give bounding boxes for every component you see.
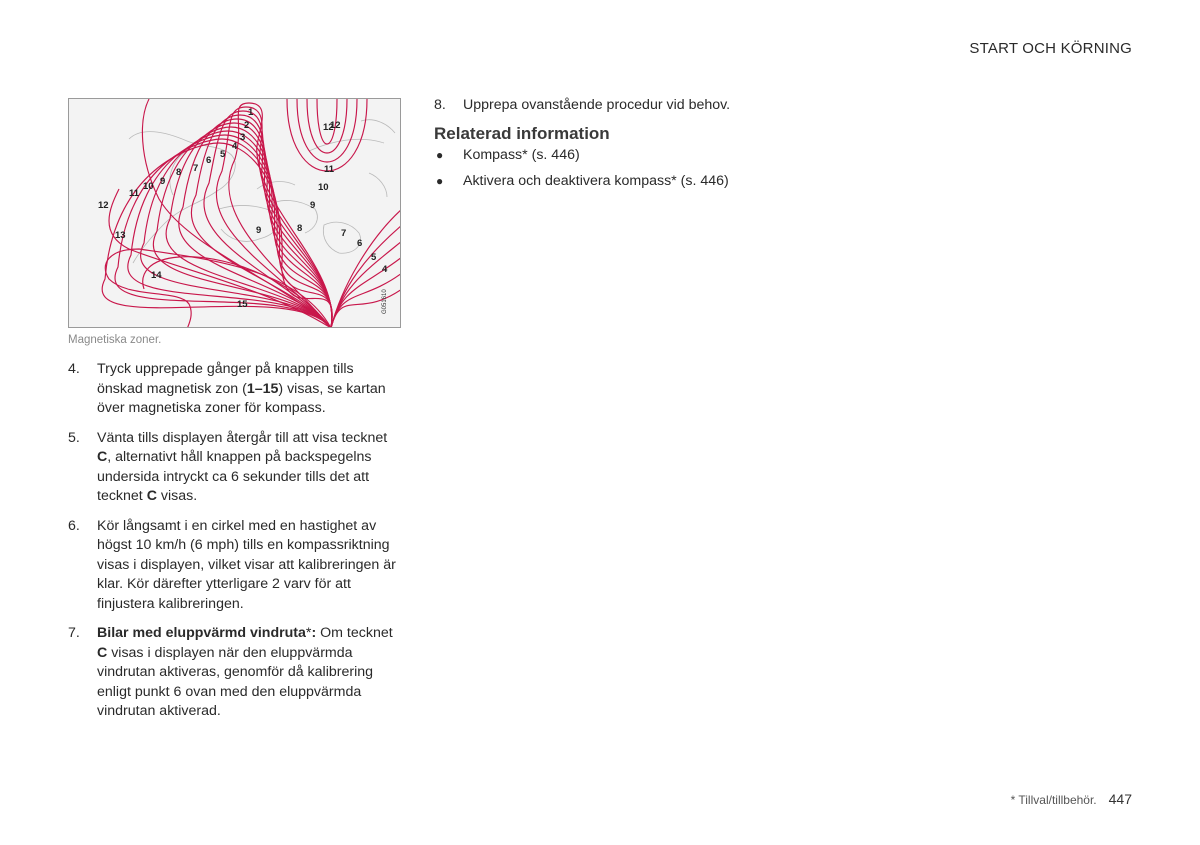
section-header: START OCH KÖRNING bbox=[969, 40, 1132, 57]
zone-line bbox=[331, 225, 401, 328]
bullet-icon: ● bbox=[436, 147, 444, 162]
zone-label: 9 bbox=[160, 176, 166, 187]
zone-label: 11 bbox=[324, 164, 335, 175]
zone-line bbox=[166, 123, 332, 328]
step-text: Kör långsamt i en cirkel med en hastighet av högst 10 km/h (6 mph) tills en kompassriktning visas i displayen, vilket visar att kalibreringen är klar. Kör därefter ytterligare 2 varv för att finjustera kalibreringen. bbox=[97, 517, 396, 612]
step-6 bbox=[68, 517, 400, 615]
step-heading: Bilar med eluppvärmd vindruta bbox=[97, 625, 306, 641]
zone-label: 14 bbox=[151, 270, 162, 281]
related-link-aktivera-kompass[interactable] bbox=[434, 172, 854, 192]
figure-code: G051610 bbox=[382, 289, 388, 314]
zone-label: 6 bbox=[206, 155, 212, 166]
zone-label: 15 bbox=[237, 299, 248, 310]
zone-line bbox=[331, 241, 401, 328]
zone-label: 8 bbox=[176, 167, 182, 178]
zone-label: 4 bbox=[232, 141, 238, 152]
zone-label: 10 bbox=[318, 182, 329, 193]
zone-label: 6 bbox=[357, 238, 363, 249]
zone-label: 8 bbox=[297, 223, 303, 234]
step-number: 4. bbox=[68, 361, 80, 377]
step-text: Upprepa ovanstående procedur vid behov. bbox=[463, 97, 731, 113]
step-number: 7. bbox=[68, 625, 80, 641]
zone-label: 12 bbox=[330, 120, 341, 131]
zone-line bbox=[331, 289, 401, 328]
zone-label: 5 bbox=[371, 252, 377, 263]
footnote: * Tillval/tillbehör. bbox=[1010, 793, 1097, 807]
zone-label: 11 bbox=[129, 188, 140, 199]
step-5 bbox=[68, 429, 400, 507]
step-number: 6. bbox=[68, 517, 80, 534]
zone-label: 4 bbox=[382, 264, 388, 275]
zone-label: 9 bbox=[256, 225, 262, 236]
related-link-text[interactable]: Aktivera och deaktivera kompass* (s. 446) bbox=[463, 173, 729, 189]
zone-line bbox=[331, 209, 401, 328]
step-8 bbox=[434, 96, 854, 116]
symbol-c: C bbox=[146, 488, 157, 504]
step-text: visas. bbox=[156, 488, 198, 504]
related-link-kompass[interactable] bbox=[434, 146, 854, 166]
page-footer bbox=[1011, 791, 1132, 807]
related-link-text[interactable]: Kompass* (s. 446) bbox=[463, 146, 580, 163]
step-text: Om tecknet bbox=[316, 625, 393, 641]
right-column bbox=[434, 96, 854, 199]
zone-label: 2 bbox=[244, 120, 250, 131]
zone-line bbox=[287, 99, 367, 171]
step-text: visas i displayen när den eluppvärmda vindrutan aktiveras, genomför då kalibrering enligt punkt 6 ovan med den eluppvärmda vindrutan aktiverad. bbox=[97, 644, 374, 719]
zone-label: 12 bbox=[323, 122, 334, 133]
symbol-c: C bbox=[97, 449, 108, 465]
step-text: ) visas, se kartan över magnetiska zoner för kompass. bbox=[97, 380, 386, 416]
steps-list-left bbox=[68, 360, 400, 732]
bullet-icon: ● bbox=[436, 174, 444, 188]
step-number: 5. bbox=[68, 429, 80, 446]
zone-label: 3 bbox=[240, 132, 246, 143]
related-information-heading: Relaterad information bbox=[434, 123, 610, 143]
zone-range: 1–15 bbox=[246, 380, 279, 397]
zone-label: 13 bbox=[115, 230, 126, 241]
zone-label: 10 bbox=[143, 181, 154, 192]
colon: : bbox=[311, 625, 317, 641]
zone-label: 9 bbox=[310, 200, 316, 211]
zone-label: 1 bbox=[248, 107, 254, 118]
zone-label: 7 bbox=[341, 228, 347, 239]
step-text: Tryck upprepade gånger på knappen tills önskad magnetisk zon ( bbox=[97, 361, 354, 397]
magnetic-zone-map bbox=[68, 98, 401, 328]
zone-lines bbox=[102, 99, 401, 328]
step-4 bbox=[68, 360, 400, 419]
step-number: 8. bbox=[434, 97, 446, 113]
figure-caption: Magnetiska zoner. bbox=[68, 334, 162, 346]
page-number: 447 bbox=[1108, 791, 1132, 807]
step-7 bbox=[68, 624, 400, 722]
step-text: , alternativt håll knappen på backspegelns undersida intryckt ca 6 sekunder tills det att tecknet bbox=[97, 449, 372, 504]
option-star: * bbox=[305, 625, 312, 641]
step-text: Vänta tills displayen återgår till att visa tecknet bbox=[97, 429, 388, 446]
zone-label: 7 bbox=[193, 163, 199, 174]
zone-label: 12 bbox=[98, 200, 109, 211]
zone-label: 5 bbox=[220, 149, 226, 160]
symbol-c: C bbox=[97, 644, 108, 661]
